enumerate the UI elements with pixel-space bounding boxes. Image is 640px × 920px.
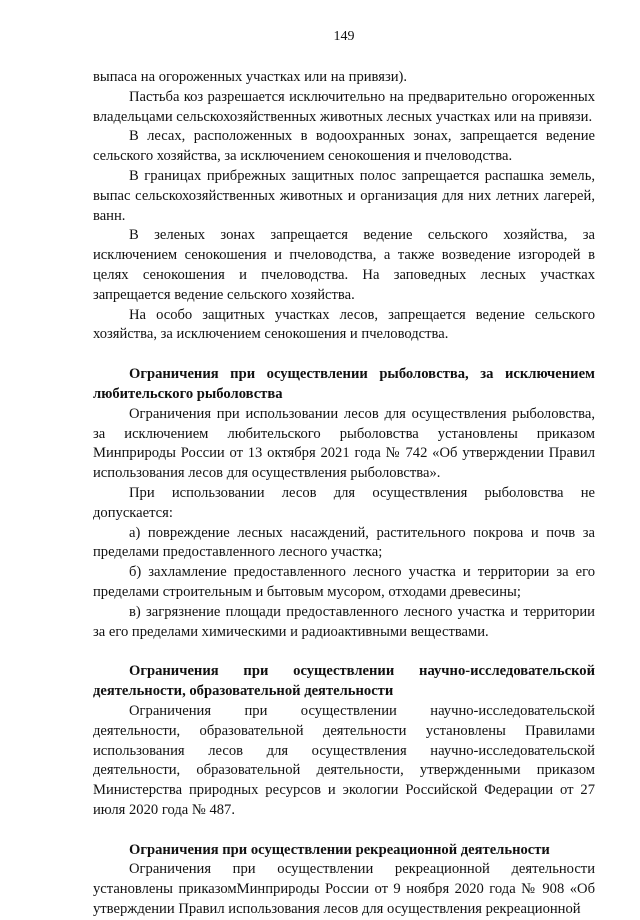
paragraph-water-protection-zones: В лесах, расположенных в водоохранных зонах, запрещается ведение сельского хозяйства, за исключением сенокошения и пчеловодства. [93,128,595,165]
list-item-a: а) повреждение лесных насаждений, растительного покрова и почв за пределами предоставленного лесного участка; [93,524,595,561]
paragraph-research-rules: Ограничения при осуществлении научно-исследовательской деятельности, образовательной деятельности установлены Правилами использования лесов для осуществления научно-исследовательской деятельности, образовательной деятельности, утвержденными приказом Министерства природных ресурсов и экологии Российской Федерации от 27 июля 2020 года № 487. [93,702,595,818]
document-page [93,28,595,920]
paragraph-recreation-rules: Ограничения при осуществлении рекреационной деятельности установлены приказомМинприроды России от 9 ноября 2020 года № 908 «Об утверждении Правил использования лесов для осуществления рекреационной [93,861,595,918]
section-heading-recreation: Ограничения при осуществлении рекреационной деятельности [129,841,550,858]
paragraph-protective-areas: На особо защитных участках лесов, запрещается ведение сельского хозяйства, за исключением сенокошения и пчеловодства. [93,306,595,343]
paragraph-fishing-not-allowed: При использовании лесов для осуществления рыболовства не допускается: [93,484,595,521]
paragraph-goat-grazing: Пастьба коз разрешается исключительно на предварительно огороженных владельцами сельскохозяйственных животных лесных участках или на привязи. [93,88,595,125]
section-gap [93,345,595,365]
page-number: 149 [333,29,355,44]
section-gap [93,642,595,662]
section-heading-fishing: Ограничения при осуществлении рыболовства, за исключением любительского рыболовства [93,366,595,402]
list-item-c: в) загрязнение площади предоставленного лесного участка и территории за его пределами химическими и радиоактивными веществами. [93,603,595,640]
list-item-b: б) захламление предоставленного лесного участка и территории за его пределами строительным и бытовым мусором, отходами древесины; [93,564,595,600]
section-heading-research: Ограничения при осуществлении научно-исследовательской деятельности, образовательной деятельности [93,663,595,700]
paragraph-fishing-rules: Ограничения при использовании лесов для осуществления рыболовства, за исключением любительского рыболовства установлены приказом Минприроды России от 13 октября 2021 года № 742 «Об утверждении Правил использования лесов для осуществления рыболовства». [93,405,595,482]
paragraph-coastal-strips: В границах прибрежных защитных полос запрещается распашка земель, выпас сельскохозяйственных животных и организация для них летних лагерей, ванн. [93,167,595,224]
paragraph-grazing-end: выпаса на огороженных участках или на привязи). [93,69,408,85]
section-gap [93,821,595,841]
paragraph-green-zones: В зеленых зонах запрещается ведение сельского хозяйства, за исключением сенокошения и пчеловодства, а также возведение изгородей в целях сенокошения и пчеловодства. На заповедных лесных участках запрещается ведение сельского хозяйства. [93,227,595,303]
